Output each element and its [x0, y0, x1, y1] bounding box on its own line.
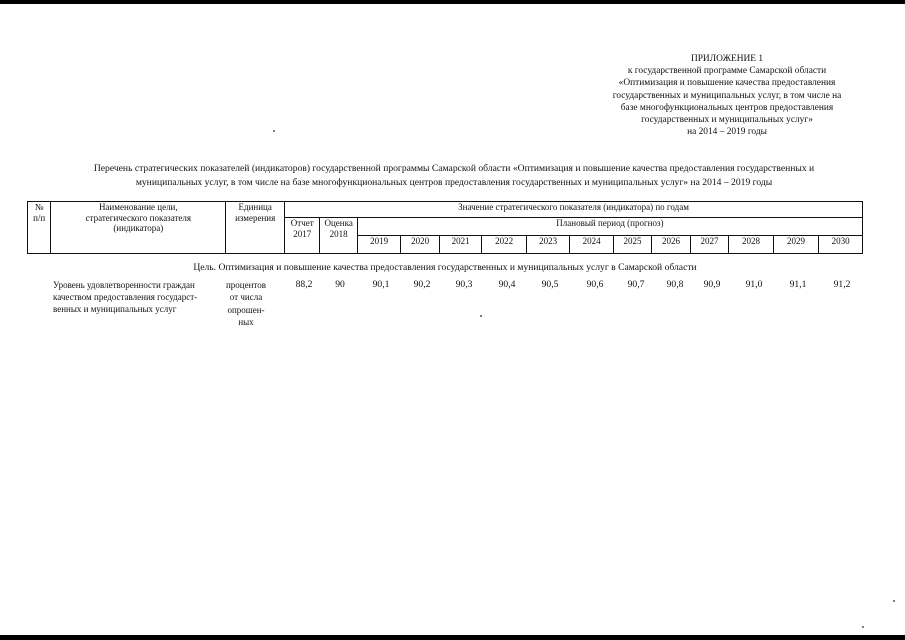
value-2017: 88,2 [295, 279, 313, 290]
header-estimate-line: 2018 [329, 228, 348, 239]
header-year: 2027 [690, 236, 728, 254]
value-2026: 90,8 [666, 279, 684, 290]
scan-speck [273, 130, 275, 132]
appendix-line: государственных и муниципальных услуг» [641, 115, 813, 126]
value-2029: 91,1 [789, 279, 807, 290]
header-values-by-year: Значение стратегического показателя (индикатора) по годам [285, 202, 863, 218]
header-year: 2026 [652, 236, 690, 254]
scan-speck [893, 600, 895, 602]
header-plan-period: Плановый период (прогноз) [357, 218, 862, 236]
scan-edge-top [0, 0, 905, 4]
appendix-line: государственных и муниципальных услуг, в том числе на [612, 90, 842, 101]
header-year: 2021 [439, 236, 482, 254]
header-unit [226, 202, 285, 254]
header-unit-line: Единица [238, 202, 272, 212]
value-2023: 90,5 [541, 279, 559, 290]
appendix-line: базе многофункциональных центров предоставления [620, 102, 834, 113]
value-2019: 90,1 [372, 279, 390, 290]
indicator-unit-line: опрошен- [227, 304, 265, 315]
scan-speck [480, 315, 482, 317]
document-title-line: муниципальных услуг, в том числе на базе многофункциональных центров предоставления государственных и муниципальных услуг» на 2014 – 2019 годы [135, 176, 773, 188]
document-title-line: Перечень стратегических показателей (индикаторов) государственной программы Самарской области «Оптимизация и повышение качества предоставления государственных и [93, 163, 815, 174]
indicator-name-line: качеством предоставления государст- [53, 292, 198, 302]
header-name-line: стратегического показателя [85, 212, 192, 223]
header-year: 2022 [482, 236, 527, 254]
header-unit-line: измерения [235, 212, 276, 223]
value-2030: 91,2 [833, 279, 851, 290]
header-year: 2019 [357, 236, 401, 254]
header-number-line: п/п [33, 212, 46, 223]
header-year: 2025 [613, 236, 651, 254]
header-report-line: 2017 [293, 228, 312, 239]
header-year: 2030 [819, 236, 863, 254]
header-year: 2029 [773, 236, 819, 254]
header-number-line: № [34, 202, 44, 212]
header-report-line: Отчет [290, 218, 314, 228]
indicator-unit-line: ных [238, 316, 254, 327]
header-name-line: (индикатора) [113, 223, 164, 233]
value-2024: 90,6 [586, 279, 604, 290]
value-2028: 91,0 [745, 279, 763, 290]
header-year: 2023 [526, 236, 570, 254]
indicators-table [27, 201, 863, 254]
value-2021: 90,3 [455, 279, 473, 290]
value-2025: 90,7 [627, 279, 645, 290]
appendix-line: ПРИЛОЖЕНИЕ 1 [690, 54, 764, 64]
value-2027: 90,9 [703, 279, 721, 290]
header-year: 2020 [401, 236, 439, 254]
value-2022: 90,4 [498, 279, 516, 290]
appendix-header [578, 53, 876, 138]
indicator-name [53, 279, 221, 315]
appendix-line: на 2014 – 2019 годы [687, 127, 767, 138]
indicator-unit-line: от числа [229, 292, 263, 303]
indicator-unit-line: процентов [225, 280, 266, 290]
header-year: 2028 [729, 236, 774, 254]
header-number [28, 202, 51, 254]
value-2020: 90,2 [413, 279, 431, 290]
header-estimate-2018 [320, 218, 357, 254]
header-report-2017 [285, 218, 320, 254]
header-year: 2024 [570, 236, 614, 254]
indicator-unit [224, 279, 268, 328]
scan-speck [862, 626, 864, 628]
indicator-name-line: венных и муниципальных услуг [53, 304, 177, 314]
appendix-line: к государственной программе Самарской области [627, 66, 827, 77]
goal-heading: Цель. Оптимизация и повышение качества предоставления государственных и муниципальных услуг в Самарской области [193, 262, 697, 273]
appendix-line: «Оптимизация и повышение качества предоставления [618, 78, 836, 89]
header-name-line: Наименование цели, [98, 202, 178, 212]
value-2018: 90 [335, 279, 345, 290]
document-title [36, 162, 872, 189]
header-estimate-line: Оценка [324, 218, 353, 228]
indicator-name-line: Уровень удовлетворенности граждан [53, 280, 195, 290]
scan-edge-bottom [0, 635, 905, 640]
header-name [51, 202, 226, 254]
